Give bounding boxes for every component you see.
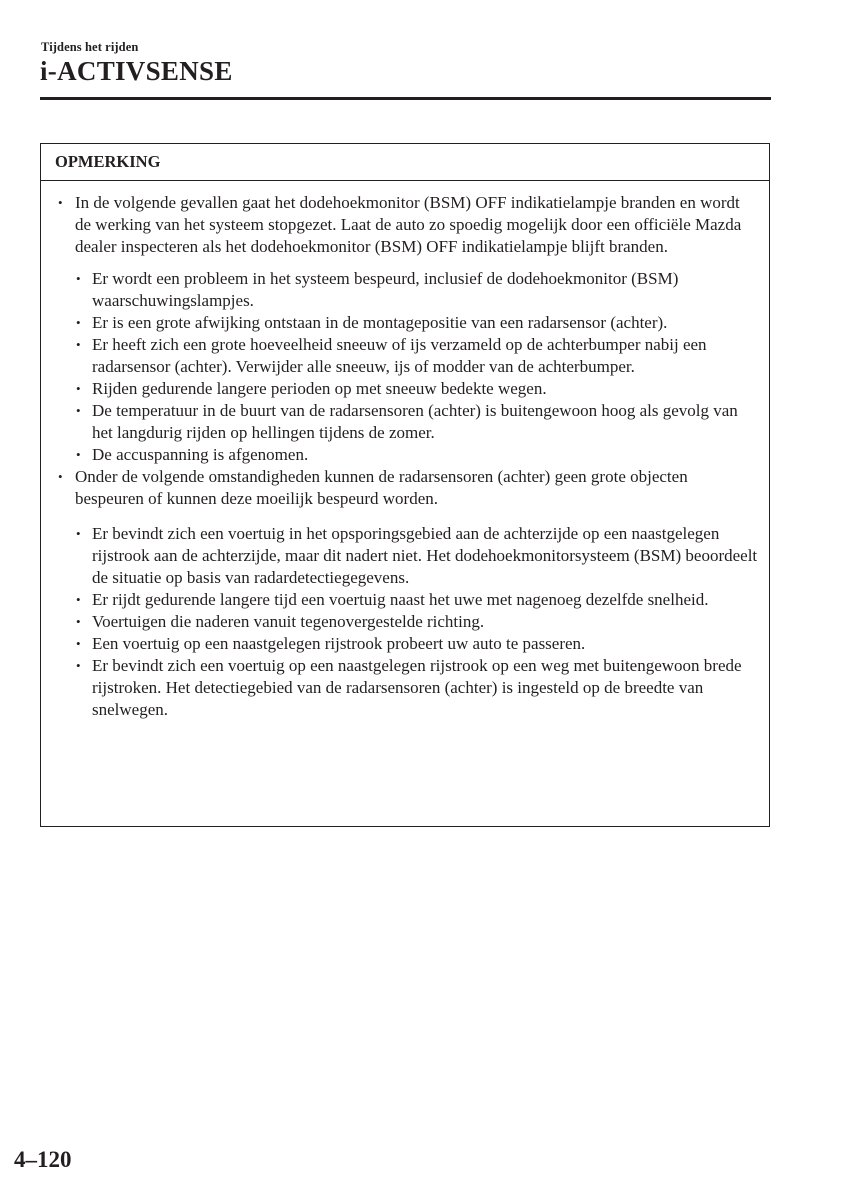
note-subitem-text: De temperatuur in de buurt van de radarsensoren (achter) is buitengewoon hoog als gevolg van het langdurig rijden op hellingen tijdens de zomer. [92, 401, 738, 442]
title-rule [40, 97, 771, 100]
note-subitem [41, 633, 769, 655]
note-subitem [41, 378, 769, 400]
note-subitem-text: Er is een grote afwijking ontstaan in de montagepositie van een radarsensor (achter). [92, 313, 668, 332]
bullet-icon: • [76, 381, 81, 396]
bullet-icon: • [76, 447, 81, 462]
bullet-icon: • [76, 658, 81, 673]
note-body [41, 181, 769, 721]
note-sublist [41, 268, 769, 466]
note-subitem-text: Er rijdt gedurende langere tijd een voertuig naast het uwe met nagenoeg dezelfde snelheid. [92, 590, 709, 609]
note-subitem-text: Rijden gedurende langere perioden op met sneeuw bedekte wegen. [92, 379, 547, 398]
note-subitem-text: Een voertuig op een naastgelegen rijstrook probeert uw auto te passeren. [92, 634, 586, 653]
bullet-icon: • [76, 315, 81, 330]
note-item-text: Onder de volgende omstandigheden kunnen de radarsensoren (achter) geen grote objecten bespeuren of kunnen deze moeilijk bespeurd worden. [75, 467, 688, 508]
note-subitem [41, 444, 769, 466]
note-subitem [41, 589, 769, 611]
bullet-icon: • [58, 195, 63, 210]
note-subitem-text: Er wordt een probleem in het systeem bespeurd, inclusief de dodehoekmonitor (BSM) waarschuwingslampjes. [92, 269, 679, 310]
note-item-text: In de volgende gevallen gaat het dodehoekmonitor (BSM) OFF indikatielampje branden en wordt de werking van het systeem stopgezet. Laat de auto zo spoedig mogelijk door een officiële Mazda dealer inspecteren als het dodehoekmonitor (BSM) OFF indikatielampje blijft branden. [75, 193, 742, 256]
bullet-icon: • [76, 337, 81, 352]
bullet-icon: • [76, 636, 81, 651]
note-subitem-text: Er bevindt zich een voertuig op een naastgelegen rijstrook op een weg met buitengewoon brede rijstroken. Het detectiegebied van de radarsensoren (achter) is ingesteld op de breedte van snelwegen. [92, 656, 742, 719]
note-subitem [41, 655, 769, 721]
note-subitem-text: Er bevindt zich een voertuig in het opsporingsgebied aan de achterzijde op een naastgelegen rijstrook aan de achterzijde, maar dit nadert niet. Het dodehoekmonitorsysteem (BSM) beoordeelt de situatie op basis van radardetectiegegevens. [92, 524, 758, 587]
bullet-icon: • [76, 526, 81, 541]
bullet-icon: • [58, 469, 63, 484]
note-subitem [41, 611, 769, 633]
note-item [41, 466, 769, 510]
note-sublist [41, 523, 769, 721]
note-subitem [41, 523, 769, 589]
note-subitem [41, 268, 769, 312]
bullet-icon: • [76, 403, 81, 418]
note-subitem-text: Er heeft zich een grote hoeveelheid sneeuw of ijs verzameld op de achterbumper nabij een radarsensor (achter). Verwijder alle sneeuw, ijs of modder van de achterbumper. [92, 335, 707, 376]
note-box [40, 143, 770, 827]
note-subitem-text: Voertuigen die naderen vanuit tegenovergestelde richting. [92, 612, 485, 631]
bullet-icon: • [76, 614, 81, 629]
section-label: Tijdens het rijden [41, 40, 139, 54]
bullet-icon: • [76, 271, 81, 286]
note-subitem [41, 400, 769, 444]
note-subitem [41, 312, 769, 334]
note-subitem-text: De accuspanning is afgenomen. [92, 445, 309, 464]
page-number: 4–120 [14, 1147, 72, 1172]
chapter-title: i-ACTIVSENSE [40, 56, 233, 86]
bullet-icon: • [76, 592, 81, 607]
note-subitem [41, 334, 769, 378]
note-item [41, 192, 769, 258]
note-heading: OPMERKING [41, 144, 769, 181]
